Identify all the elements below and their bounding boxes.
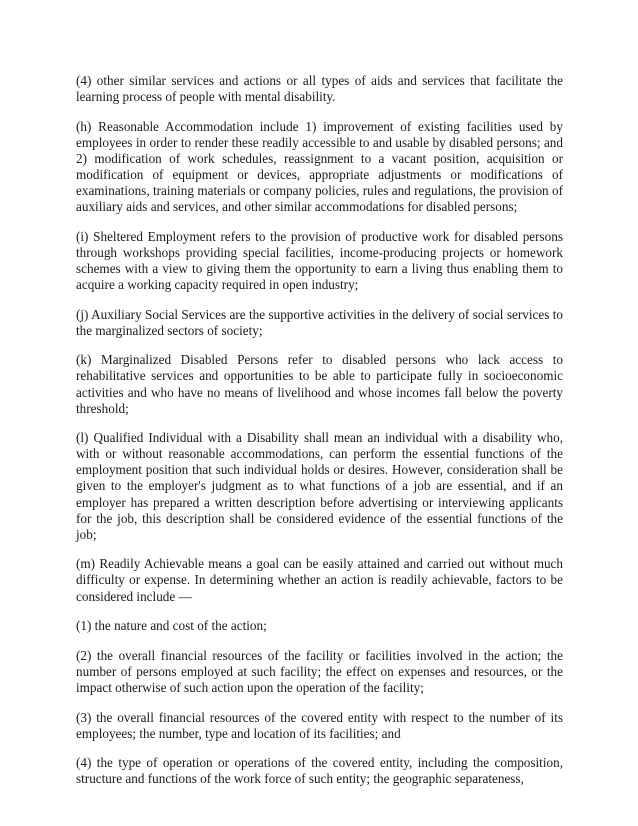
paragraph-3-financial-resources-entity: (3) the overall financial resources of the covered entity with respect to the number of its employees; the number, type and location of its facilities; and — [76, 709, 563, 741]
paragraph-4-type-of-operation: (4) the type of operation or operations of the covered entity, including the composition, structure and functions of the work force of such entity; the geographic separateness, — [76, 755, 563, 787]
paragraph-4-mental-disability-services: (4) other similar services and actions or all types of aids and services that facilitate the learning process of people with mental disability. — [76, 73, 563, 105]
paragraph-m-readily-achievable: (m) Readily Achievable means a goal can be easily attained and carried out without much difficulty or expense. In determining whether an action is readily achievable, factors to be considered include — — [76, 556, 563, 604]
paragraph-1-nature-and-cost: (1) the nature and cost of the action; — [76, 618, 267, 634]
paragraph-2-financial-resources-facility: (2) the overall financial resources of the facility or facilities involved in the action; the number of persons employed at such facility; the effect on expenses and resources, or the impact otherwise of such action upon the operation of the facility; — [76, 647, 563, 695]
document-page — [76, 73, 563, 801]
paragraph-h-reasonable-accommodation: (h) Reasonable Accommodation include 1) improvement of existing facilities used by employees in order to render these readily accessible to and usable by disabled persons; and 2) modification of work schedules, reassignment to a vacant position, acquisition or modification of equipment or devices, appropriate adjustments or modifications of examinations, training materials or company policies, rules and regulations, the provision of auxiliary aids and services, and other similar accommodations for disabled persons; — [76, 118, 563, 215]
paragraph-l-qualified-individual: (l) Qualified Individual with a Disability shall mean an individual with a disability who, with or without reasonable accommodations, can perform the essential functions of the employment position that such individual holds or desires. However, consideration shall be given to the employer's judgment as to what functions of a job are essential, and if an employer has prepared a written description before advertising or interviewing applicants for the job, this description shall be considered evidence of the essential functions of the job; — [76, 430, 563, 542]
paragraph-k-marginalized-disabled-persons: (k) Marginalized Disabled Persons refer to disabled persons who lack access to rehabilitative services and opportunities to be able to participate fully in socioeconomic activities and who have no means of livelihood and whose incomes fall below the poverty threshold; — [76, 352, 563, 416]
paragraph-i-sheltered-employment: (i) Sheltered Employment refers to the provision of productive work for disabled persons through workshops providing special facilities, income-producing projects or homework schemes with a view to giving them the opportunity to earn a living thus enabling them to acquire a working capacity required in open industry; — [76, 228, 563, 293]
paragraph-j-auxiliary-social-services: (j) Auxiliary Social Services are the supportive activities in the delivery of social services to the marginalized sectors of society; — [76, 306, 563, 338]
